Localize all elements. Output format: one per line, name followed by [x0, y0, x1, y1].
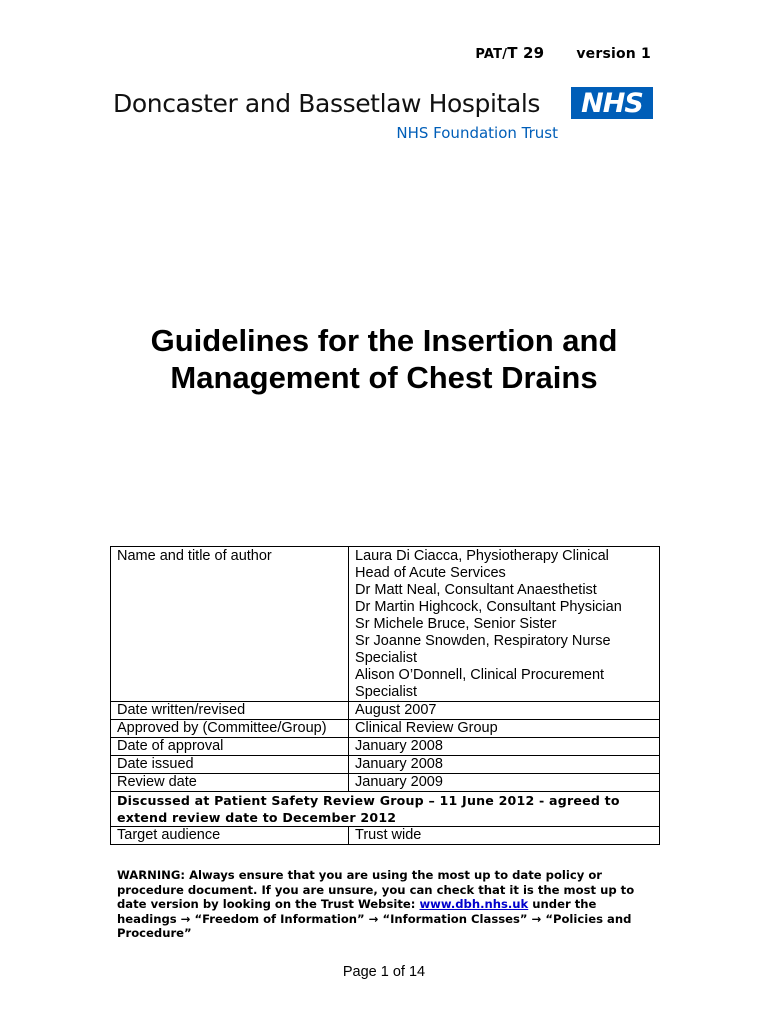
trust-name: NHS Foundation Trust: [396, 124, 558, 142]
table-row: [111, 702, 660, 720]
title-line-2: Management of Chest Drains: [170, 360, 598, 395]
document-reference: [475, 44, 651, 62]
warning-text-before: WARNING: Always ensure that you are using the most up to date policy or procedure document. If you are unsure, you can check that it is the most up to date version by looking on the Trust Website:: [117, 868, 635, 912]
ref-prefix: PAT/: [475, 47, 508, 62]
author-line: Sr Michele Bruce, Senior Sister: [355, 616, 557, 632]
audience-label: Target audience: [111, 827, 349, 845]
nhs-logo: NHS: [571, 87, 653, 119]
row-label: Date of approval: [111, 738, 349, 756]
author-line: Alison O’Donnell, Clinical Procurement: [355, 667, 605, 683]
author-line: Specialist: [355, 684, 418, 700]
version-label: version 1: [576, 46, 651, 62]
row-label: Date issued: [111, 756, 349, 774]
row-value: August 2007: [349, 702, 660, 720]
author-label: Name and title of author: [111, 547, 349, 702]
page-number: Page 1 of 14: [342, 964, 426, 980]
table-row: [111, 738, 660, 756]
review-extension-note: Discussed at Patient Safety Review Group – 11 June 2012 - agreed to extend review date to December 2012: [111, 792, 660, 827]
table-row: [111, 792, 660, 827]
row-value: Clinical Review Group: [349, 720, 660, 738]
table-row: [111, 827, 660, 845]
author-line: Dr Matt Neal, Consultant Anaesthetist: [355, 582, 597, 598]
table-row: [111, 547, 660, 702]
row-label: Date written/revised: [111, 702, 349, 720]
table-row: [111, 774, 660, 792]
document-title: [0, 322, 768, 396]
trust-website-link[interactable]: www.dbh.nhs.uk: [419, 897, 529, 912]
warning-text-after: under the headings → “Freedom of Information” → “Information Classes” → “Policies and Procedure”: [117, 897, 632, 941]
author-line: Dr Martin Highcock, Consultant Physician: [355, 599, 622, 615]
ref-number: T 29: [507, 44, 545, 62]
row-value: January 2008: [349, 738, 660, 756]
row-label: Review date: [111, 774, 349, 792]
author-list: [349, 547, 660, 702]
author-line: Laura Di Ciacca, Physiotherapy Clinical: [355, 548, 609, 564]
audience-value: Trust wide: [349, 827, 660, 845]
table-row: [111, 720, 660, 738]
author-line: Specialist: [355, 650, 418, 666]
row-label: Approved by (Committee/Group): [111, 720, 349, 738]
warning-notice: [117, 868, 637, 941]
table-row: [111, 756, 660, 774]
author-line: Head of Acute Services: [355, 565, 506, 581]
title-line-1: Guidelines for the Insertion and: [150, 323, 618, 358]
row-value: January 2008: [349, 756, 660, 774]
row-value: January 2009: [349, 774, 660, 792]
document-info-table: [110, 546, 660, 845]
author-line: Sr Joanne Snowden, Respiratory Nurse: [355, 633, 611, 649]
org-name: Doncaster and Bassetlaw Hospitals: [113, 89, 541, 118]
